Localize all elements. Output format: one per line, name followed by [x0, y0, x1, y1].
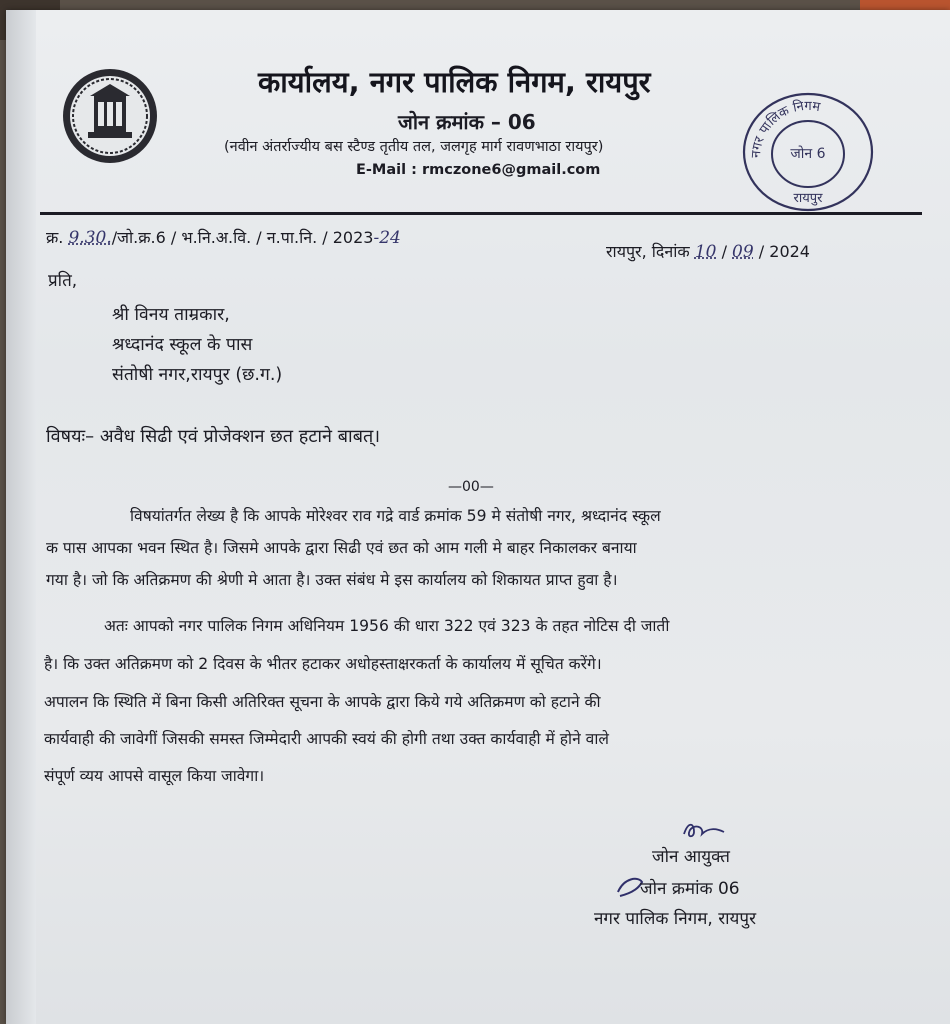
body-para2-line3: अपालन कि स्थिति में बिना किसी अतिरिक्त सूचना के आपके द्वारा किये गये अतिक्रमण को हटाने की: [44, 693, 601, 711]
date-day: 10: [694, 242, 717, 262]
body-para2-line4: कार्यवाही की जावेगीं जिसकी समस्त जिम्मेदारी आपकी स्वयं की होगी तथा उक्त कार्यवाही में होने वाले: [44, 730, 609, 748]
reference-handwritten-number: 9.30.: [68, 228, 112, 248]
stamp-bottom-text: रायपुर: [793, 191, 823, 206]
recipient-address-line2: संतोषी नगर,रायपुर (छ.ग.): [112, 365, 283, 385]
date-prefix: रायपुर, दिनांक: [606, 242, 690, 261]
body-para2-line5: संपूर्ण व्यय आपसे वासूल किया जावेगा।: [44, 767, 265, 785]
date-year: / 2024: [758, 242, 810, 261]
body-para2-line2: है। कि उक्त अतिक्रमण को 2 दिवस के भीतर हटाकर अधोहस्ताक्षरकर्ता के कार्यालय में सूचित करेंगे।: [44, 655, 602, 673]
reference-prefix: क्र.: [46, 228, 64, 247]
signatory-designation: जोन आयुक्त: [652, 847, 730, 867]
header-divider: [40, 212, 922, 215]
office-address: (नवीन अंतर्राज्यीय बस स्टैण्ड तृतीय तल, जलगृह मार्ग रावणभाठा रायपुर): [224, 139, 604, 155]
body-para1-line1: विषयांतर्गत लेख्य है कि आपके मोरेश्वर राव गद्रे वार्ड क्रमांक 59 मे संतोषी नगर, श्रध्दानंद स्कूल: [130, 507, 661, 525]
reference-number: [46, 226, 401, 248]
reference-code: /जो.क्र.6 / भ.नि.अ.वि. / न.पा.नि. / 2023: [111, 228, 374, 247]
letter-date: रायपुर, दिनांक 10 / 09 / 2024: [606, 242, 810, 262]
signature-scribble-icon: [680, 818, 728, 842]
signatory-zone: जोन क्रमांक 06: [640, 879, 740, 899]
body-para2-line1: अतः आपको नगर पालिक निगम अधिनियम 1956 की धारा 322 एवं 323 के तहत नोटिस दी जाती: [104, 617, 670, 635]
body-para1-line2: क पास आपका भवन स्थित है। जिसमे आपके द्वारा सिढी एवं छत को आम गली मे बाहर निकालकर बनाया: [46, 539, 637, 557]
stamp-center-text: जोन 6: [790, 146, 826, 162]
office-email: E-Mail : rmczone6@gmail.com: [356, 162, 601, 178]
office-stamp-icon: [738, 88, 878, 216]
subject-line: विषयः– अवैध सिढी एवं प्रोजेक्शन छत हटाने बाबत्।: [46, 426, 381, 447]
reference-handwritten-year: -24: [373, 228, 401, 248]
signatory-office: नगर पालिक निगम, रायपुर: [594, 909, 757, 929]
municipal-emblem-icon: [60, 66, 160, 166]
office-title: कार्यालय, नगर पालिक निगम, रायपुर: [258, 65, 651, 99]
separator: —00—: [448, 479, 494, 495]
stamp-arc-text: नगर पालिक निगम: [748, 98, 822, 159]
body-para1-line3: गया है। जो कि अतिक्रमण की श्रेणी मे आता है। उक्त संबंध मे इस कार्यालय को शिकायत प्राप्त हुवा है।: [46, 571, 618, 589]
recipient-address-line1: श्रध्दानंद स्कूल के पास: [112, 335, 253, 355]
paper-shadow-edge: [6, 10, 36, 1024]
salutation: प्रति,: [48, 271, 78, 291]
date-month: 09: [732, 242, 754, 262]
zone-number: जोन क्रमांक – 06: [398, 110, 536, 134]
recipient-name: श्री विनय ताम्रकार,: [112, 305, 230, 325]
